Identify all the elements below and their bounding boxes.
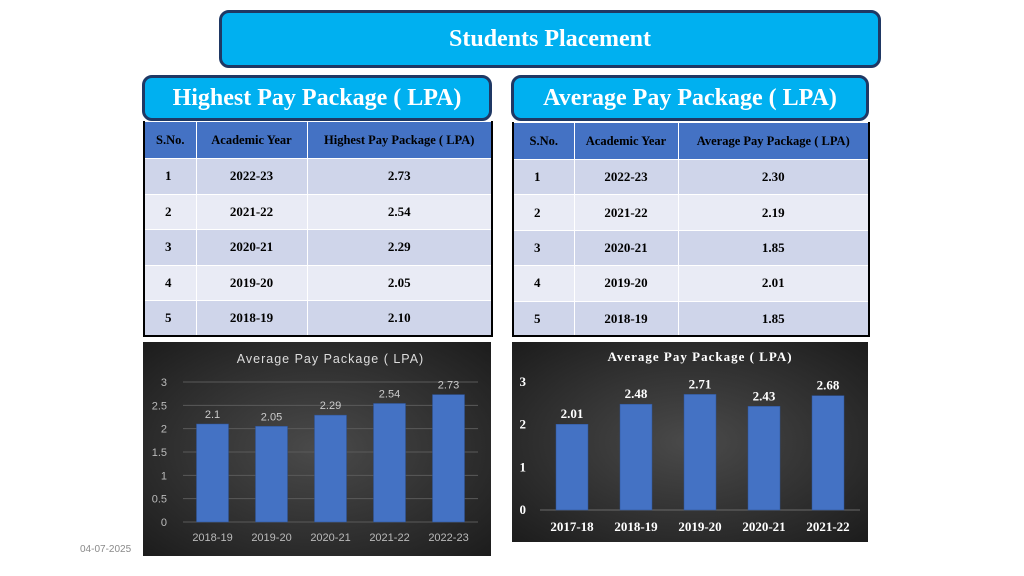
chart-title: Average Pay Package ( LPA)	[236, 352, 425, 366]
x-tick-label: 2018-19	[192, 532, 233, 544]
table-row	[144, 194, 492, 230]
bar	[256, 426, 288, 522]
column-header-package: Highest Pay Package ( LPA)	[307, 122, 492, 159]
column-header-sno: S.No.	[513, 123, 574, 160]
cell-package: 2.01	[678, 266, 869, 301]
column-header-sno: S.No.	[144, 122, 196, 159]
column-header-package: Average Pay Package ( LPA)	[678, 123, 869, 160]
y-tick-label: 3	[519, 374, 526, 389]
cell-sno: 3	[513, 230, 574, 265]
y-tick-label: 3	[160, 377, 167, 389]
bar	[812, 396, 844, 510]
cell-package: 2.54	[307, 194, 492, 230]
table-row	[513, 230, 869, 265]
x-tick-label: 2020-21	[310, 532, 351, 544]
cell-package: 2.30	[678, 160, 869, 195]
x-tick-label: 2019-20	[251, 532, 292, 544]
highest-package-heading: Highest Pay Package ( LPA)	[172, 84, 462, 111]
x-tick-label: 2019-20	[678, 519, 722, 534]
bar	[748, 406, 780, 510]
data-label: 2.29	[319, 400, 342, 413]
bar	[620, 404, 652, 510]
cell-sno: 5	[144, 301, 196, 337]
y-tick-label: 0.5	[151, 493, 167, 506]
data-label: 2.71	[688, 376, 712, 392]
cell-year: 2022-23	[574, 160, 678, 195]
cell-year: 2021-22	[196, 194, 307, 230]
bar-chart-left	[143, 342, 491, 556]
cell-package: 2.05	[307, 265, 492, 301]
bar	[374, 403, 406, 522]
x-tick-label: 2017-18	[550, 519, 594, 534]
cell-package: 2.29	[307, 230, 492, 266]
y-tick-label: 2.5	[151, 400, 167, 413]
column-header-year: Academic Year	[574, 123, 678, 160]
data-label: 2.48	[624, 386, 648, 402]
table-row	[144, 230, 492, 266]
bar	[433, 395, 465, 522]
data-label: 2.73	[437, 379, 460, 392]
table-row	[513, 266, 869, 301]
y-tick-label: 1	[160, 470, 167, 483]
bar-chart-left-svg	[143, 342, 491, 556]
table-row	[144, 265, 492, 301]
data-label: 2.1	[204, 409, 221, 421]
cell-year: 2022-23	[196, 159, 307, 195]
data-label: 2.54	[378, 388, 401, 401]
cell-sno: 3	[144, 230, 196, 266]
date-stamp: 04-07-2025	[80, 544, 132, 555]
data-label: 2.05	[260, 411, 283, 424]
data-label: 2.43	[752, 388, 776, 404]
y-tick-label: 2	[160, 423, 167, 436]
data-label: 2.68	[816, 377, 840, 393]
average-package-heading: Average Pay Package ( LPA)	[543, 84, 837, 111]
table-row	[144, 301, 492, 337]
y-tick-label: 1.5	[151, 447, 167, 459]
y-tick-label: 1	[519, 459, 526, 475]
highest-package-table	[143, 121, 493, 337]
cell-sno: 4	[513, 266, 574, 301]
x-tick-label: 2018-19	[614, 519, 658, 534]
cell-year: 2019-20	[196, 265, 307, 301]
y-tick-label: 2	[519, 416, 526, 432]
cell-year: 2019-20	[574, 266, 678, 301]
cell-package: 2.19	[678, 195, 869, 230]
cell-year: 2020-21	[574, 230, 678, 265]
bar	[556, 424, 588, 510]
cell-sno: 1	[144, 159, 196, 195]
column-header-year: Academic Year	[196, 122, 307, 159]
cell-year: 2020-21	[196, 230, 307, 266]
page-title-banner	[219, 10, 881, 68]
cell-sno: 5	[513, 301, 574, 336]
cell-sno: 1	[513, 160, 574, 195]
bar	[197, 424, 229, 522]
bar	[684, 394, 716, 510]
table-header-row	[144, 122, 492, 159]
x-tick-label: 2020-21	[742, 519, 786, 534]
x-tick-label: 2021-22	[369, 532, 410, 544]
bar	[315, 415, 347, 522]
cell-sno: 2	[513, 195, 574, 230]
cell-sno: 4	[144, 265, 196, 301]
cell-package: 1.85	[678, 230, 869, 265]
table-row	[513, 195, 869, 230]
y-tick-label: 0	[519, 502, 526, 517]
cell-year: 2018-19	[574, 301, 678, 336]
cell-package: 2.73	[307, 159, 492, 195]
data-label: 2.01	[560, 406, 584, 422]
x-tick-label: 2021-22	[806, 519, 850, 534]
table-row	[513, 301, 869, 336]
bar-chart-right-svg	[512, 342, 868, 542]
average-package-table	[512, 122, 870, 337]
cell-package: 2.10	[307, 301, 492, 337]
table-row	[144, 159, 492, 195]
x-tick-label: 2022-23	[428, 532, 469, 544]
table-row	[513, 160, 869, 195]
cell-package: 1.85	[678, 301, 869, 336]
table-header-row	[513, 123, 869, 160]
cell-year: 2018-19	[196, 301, 307, 337]
y-tick-label: 0	[160, 517, 167, 529]
chart-title: Average Pay Package ( LPA)	[607, 349, 793, 364]
bar-chart-right	[512, 342, 868, 542]
page-title: Students Placement	[449, 25, 651, 52]
highest-package-heading-banner	[142, 75, 492, 121]
average-package-heading-banner	[511, 75, 869, 121]
cell-sno: 2	[144, 194, 196, 230]
cell-year: 2021-22	[574, 195, 678, 230]
